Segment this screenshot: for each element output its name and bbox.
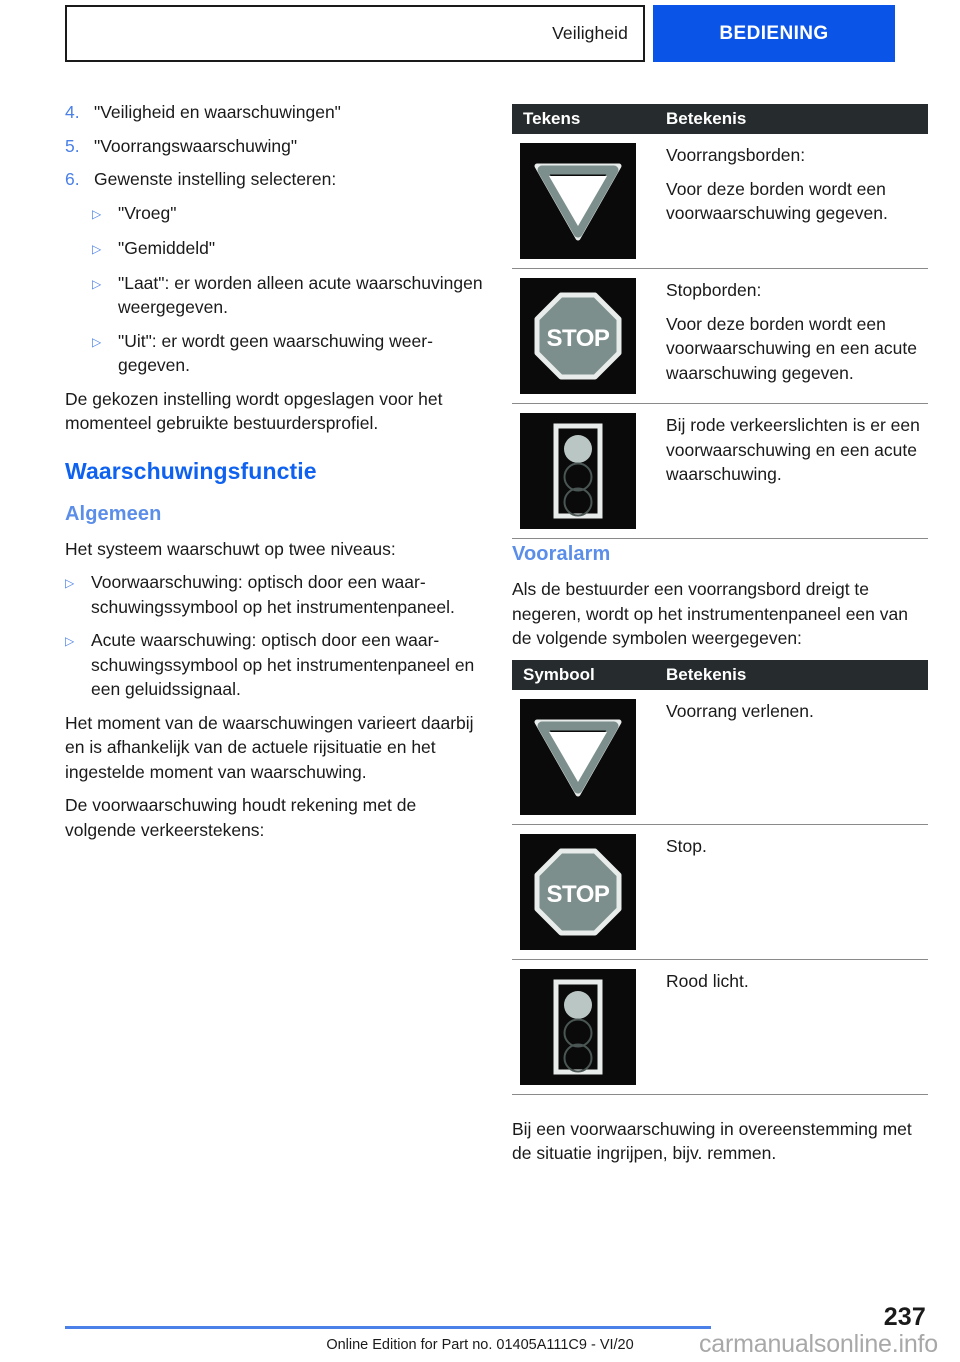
table-row	[512, 404, 928, 539]
sub-bullet-text: "Vroeg"	[118, 202, 177, 223]
table-traffic-signs	[512, 104, 928, 539]
svg-text:STOP: STOP	[546, 325, 610, 352]
list-item-text: "Voorrangswaarschuwing"	[94, 135, 298, 156]
row-text-line: Voor deze borden wordt een voorwaarschuwing gegeven.	[666, 178, 888, 223]
triangle-bullet-icon: ▷	[92, 206, 102, 221]
list-item-text: "Veiligheid en waarschuwingen"	[94, 102, 341, 122]
level-bullet-item	[65, 628, 485, 702]
traffic-light-icon	[520, 969, 636, 1085]
left-column	[65, 100, 485, 851]
column-header-tekens: Tekens	[523, 109, 581, 128]
paragraph-profile: De gekozen instelling wordt opgeslagen voor het momenteel gebruikte bestuurdersprofiel.	[65, 388, 443, 433]
header-divider	[645, 5, 653, 62]
sub-bullet-text: "Laat": er worden alleen acute waarschuvingen weergegeven.	[118, 272, 483, 317]
page-number: 237	[883, 1303, 926, 1331]
traffic-light-glyph	[553, 423, 603, 519]
stop-sign-glyph	[534, 848, 622, 936]
table-symbols	[512, 660, 928, 1095]
stop-sign-glyph	[534, 292, 622, 380]
column-header-symbool: Symbool	[523, 664, 595, 684]
subsection-heading-general: Algemeen	[65, 502, 162, 525]
paragraph-intro-levels: Het systeem waarschuwt op twee niveaus:	[65, 538, 396, 559]
yield-sign-icon	[520, 143, 636, 259]
footer-rule	[65, 1326, 711, 1329]
column-header-betekenis: Betekenis	[666, 109, 747, 128]
yield-sign-glyph	[532, 160, 624, 242]
table-cell-icon	[512, 834, 666, 950]
table-cell-text	[666, 413, 928, 529]
yield-sign-glyph	[532, 716, 624, 798]
sub-bullet-text: "Uit": er wordt geen waarschuwing weergegeven.	[118, 330, 433, 375]
list-number: 6.	[65, 169, 80, 189]
sub-bullet-text: "Gemiddeld"	[118, 237, 216, 258]
row-text-line: Bij rode verkeerslichten is er een voorwaarschuwing en een acute waarschuwing.	[666, 415, 920, 484]
table-row	[512, 960, 928, 1095]
table-header-row	[512, 104, 928, 134]
traffic-light-glyph	[553, 979, 603, 1075]
subsection-heading-vooralarm: Vooralarm	[512, 543, 611, 565]
table-cell-text	[666, 834, 928, 950]
row-text-line: Voor deze borden wordt een voorwaarschuwing en een acute waarschuwing gegeven.	[666, 313, 917, 383]
table-cell-text	[666, 278, 928, 394]
traffic-light-icon	[520, 413, 636, 529]
triangle-bullet-icon: ▷	[65, 576, 75, 590]
numbered-list-item	[65, 134, 485, 159]
header-chapter-box	[65, 5, 645, 62]
table-cell-text	[666, 969, 928, 1085]
sub-bullet-item	[92, 236, 485, 262]
row-text-line: Voorrang verlenen.	[666, 700, 814, 721]
yield-sign-icon	[520, 699, 636, 815]
svg-text:STOP: STOP	[546, 880, 610, 908]
stop-sign-icon	[520, 834, 636, 950]
list-number: 4.	[65, 102, 80, 122]
triangle-bullet-icon: ▷	[92, 334, 102, 349]
row-text-line: Stop.	[666, 835, 707, 856]
triangle-bullet-icon: ▷	[65, 634, 75, 648]
list-number: 5.	[65, 135, 80, 156]
sub-bullet-item	[92, 329, 485, 378]
paragraph-closing: Bij een voorwaarschuwing in overeenstemming met de situatie ingrijpen, bijv. remmen.	[512, 1118, 912, 1163]
row-text-line: Rood licht.	[666, 970, 749, 991]
page-header	[65, 5, 895, 62]
numbered-list-item	[65, 167, 485, 192]
paragraph-signs-intro: De voorwaarschuwing houdt rekening met de volgende verkeerstekens:	[65, 795, 417, 840]
list-item-text: Gewenste instelling selecteren:	[94, 169, 337, 189]
paragraph-timing: Het moment van de waarschuwingen varieert daarbij en is afhankelijk van de actuele rijsituatie en het ingestelde moment van waarschuwing.	[65, 712, 474, 782]
table-row	[512, 269, 928, 404]
table-cell-icon	[512, 278, 666, 394]
table-cell-icon	[512, 699, 666, 815]
row-text-line: Voorrangsborden:	[666, 145, 806, 165]
table-cell-text	[666, 143, 928, 259]
footer-edition-text: Online Edition for Part no. 01405A111C9 - VI/20	[326, 1337, 634, 1353]
section-heading-warning-function: Waarschuwingsfunctie	[65, 457, 317, 484]
triangle-bullet-icon: ▷	[92, 276, 102, 291]
watermark: carmanualsonline.info	[698, 1330, 938, 1358]
table-cell-icon	[512, 143, 666, 259]
triangle-bullet-icon: ▷	[92, 241, 102, 256]
sub-bullet-item	[92, 271, 485, 320]
table-row	[512, 825, 928, 960]
header-section-box	[653, 5, 895, 62]
row-text-line: Stopborden:	[666, 280, 762, 300]
level-bullet-text: Voorwaarschuwing: optisch door een waarschuwingssymbool op het instrumentenpaneel.	[91, 572, 455, 617]
paragraph-vooralarm: Als de bestuurder een voorrangsbord dreigt te negeren, wordt op het instrumentenpaneel een van de volgende symbolen weergegeven:	[512, 579, 908, 648]
table-row	[512, 690, 928, 825]
sub-bullet-item	[92, 201, 485, 227]
numbered-list-item	[65, 100, 485, 125]
table-cell-icon	[512, 413, 666, 529]
table-cell-icon	[512, 969, 666, 1085]
stop-sign-icon	[520, 278, 636, 394]
header-chapter-label: Veiligheid	[552, 23, 628, 43]
right-column	[512, 104, 928, 1175]
column-header-betekenis: Betekenis	[666, 664, 747, 684]
level-bullet-item	[65, 570, 485, 619]
table-row	[512, 134, 928, 269]
table-header-row	[512, 660, 928, 690]
table-cell-text	[666, 699, 928, 815]
level-bullet-text: Acute waarschuwing: optisch door een waarschuwingssymbool op het instrumentenpaneel en een geluidssignaal.	[91, 630, 475, 699]
header-section-label: BEDIENING	[719, 22, 829, 44]
